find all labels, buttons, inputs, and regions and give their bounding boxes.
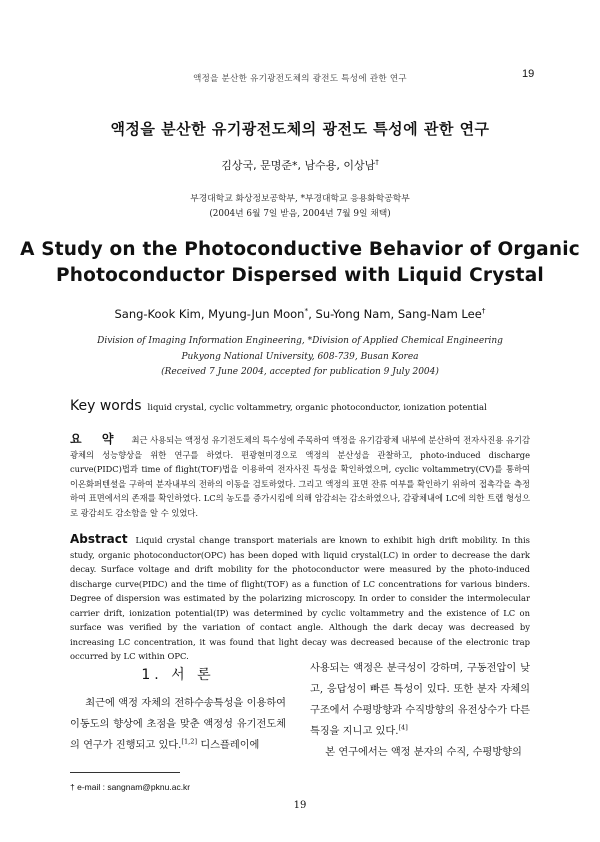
english-affiliation — [0, 334, 600, 381]
english-authors-part-2: , Su-Yong Nam, Sang-Nam Lee — [308, 307, 482, 321]
korean-affiliation-line: 부경대학교 화상정보공학부, *부경대학교 응용화학공학부 — [190, 194, 410, 204]
footnote — [70, 782, 190, 792]
keywords-label: Key words — [70, 398, 142, 414]
running-header: 액정을 분산한 유기광전도체의 광전도 특성에 관한 연구 — [193, 74, 407, 84]
footnote-text: e-mail : sangnam@pknu.ac.kr — [74, 782, 191, 792]
english-title — [0, 237, 600, 289]
english-title-line-1: A Study on the Photoconductive Behavior of Organic — [20, 239, 580, 260]
citation: [1,2] — [181, 737, 198, 746]
korean-title: 액정을 분산한 유기광전도체의 광전도 특성에 관한 연구 — [110, 120, 490, 138]
citation: [4] — [398, 723, 408, 732]
body-left-column — [70, 693, 286, 756]
footnote-mark: † — [70, 782, 75, 792]
keywords-text: liquid crystal, cyclic voltammetry, organic photoconductor, ionization potential — [147, 403, 487, 413]
korean-abstract-text: 최근 사용되는 액정성 유기전도체의 특수성에 주목하여 액정을 유기감광체 내부에 분산하여 전자사진용 유기감광체의 성능향상을 위한 연구를 하였다. 편광현미경으로 액정의 분산성을 관찰하고, photo-induced discharge curve(PIDC)법과 time of flight(TOF)법을 이용하여 전자사진 특성을 확인하였으며, cyclic voltammetry(CV)를 통하여 이온화퍼텐셜을 구하여 분자내부의 전하의 이동을 검토하였다. 그리고 액정의 표면 잔류 여부를 확인하기 위하여 접촉각을 측정하여 표면에서의 존재를 확인하였다. LC의 농도를 증가시킴에 의해 암감쇠는 감소하였으나, 감광체내에 LC에 의한 트랩 형성으로 광감쇠도 감소함을 알 수 있었다. — [70, 435, 530, 518]
english-authors-part-1: Sang-Kook Kim, Myung-Jun Moon — [114, 307, 305, 321]
right-paragraph-1-text: 사용되는 액정은 분극성이 강하며, 구동전압이 낮고, 응답성이 빠른 특성이 있다. 또한 분자 자체의 구조에서 수평방향과 수직방향의 유전상수가 다른 특징을 지니고 있다. — [310, 663, 530, 737]
english-abstract-text: Liquid crystal change transport materials are known to exhibit high drift mobility. In this study, organic photoconductor(OPC) has been doped with liquid crystal(LC) in order to decrease the dark decay. Surface voltage and drift mobility for the photoconductor were measured by the photo-induced discharge curve(PIDC) and the time of flight(TOF) as a function of LC concentrations for various binders. Degree of dispersion was estimated by the polarizing microscopy. In order to consider the intermolecular carrier drift, ionization potential(IP) was determined by cyclic voltammetry and the existence of LC on surface was verified by the variation of contact angle. Although the dark decay was decreased by increasing LC concentration, it was found that light decay was decreased because of the electronic trap occurred by LC within OPC. — [70, 535, 530, 661]
korean-authors-names: 김상국, 문명준*, 남수용, 이상남 — [221, 159, 376, 172]
english-title-line-2: Photoconductor Dispersed with Liquid Crystal — [56, 265, 544, 286]
english-affiliation-line-1: Division of Imaging Information Engineering, *Division of Applied Chemical Engineering — [97, 336, 503, 346]
intro-paragraph — [70, 693, 286, 756]
right-paragraph-1 — [310, 658, 530, 742]
body-right-column — [310, 658, 530, 763]
section-heading: 1. 서 론 — [141, 667, 215, 683]
korean-affiliation — [0, 192, 600, 222]
english-authors-star: * — [304, 306, 309, 316]
corresponding-mark: † — [375, 157, 379, 167]
english-received-line: (Received 7 June 2004, accepted for publication 9 July 2004) — [161, 367, 439, 377]
keywords — [70, 398, 540, 414]
page-number: 19 — [293, 800, 307, 811]
korean-received-line: (2004년 6월 7일 받음, 2004년 7월 9일 채택) — [209, 209, 391, 219]
korean-authors — [0, 157, 600, 173]
english-affiliation-line-2: Pukyong National University, 608-739, Busan Korea — [181, 351, 419, 362]
english-abstract — [70, 532, 530, 664]
intro-paragraph-text: 최근에 액정 자체의 전하수송특성을 이용하여 이동도의 향상에 초점을 맞춘 액정성 유기전도체의 연구가 진행되고 있다. — [70, 698, 286, 751]
intro-paragraph-tail: 디스플레이에 — [197, 740, 260, 751]
korean-abstract — [70, 432, 530, 520]
header-page-number: 19 — [522, 68, 535, 80]
english-abstract-label: Abstract — [70, 532, 128, 546]
footnote-rule — [70, 772, 180, 773]
korean-abstract-label: 요 약 — [70, 432, 122, 446]
english-corresponding-mark: † — [481, 306, 486, 316]
right-paragraph-2: 본 연구에서는 액정 분자의 수직, 수평방향의 — [325, 747, 522, 758]
english-authors — [0, 307, 600, 321]
